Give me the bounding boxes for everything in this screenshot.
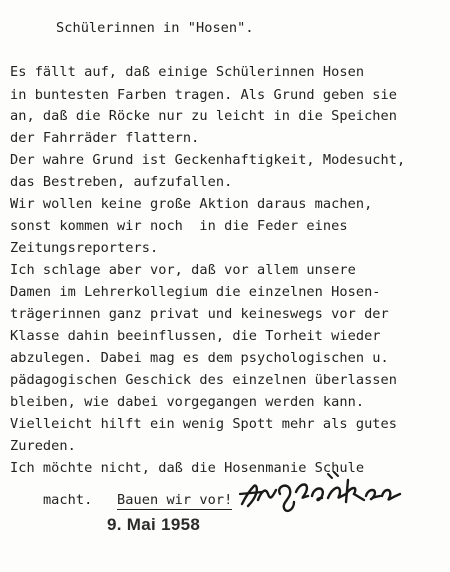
text-line-4: der Fahrräder flattern. — [10, 130, 200, 146]
text-line-8: sonst kommen wir noch in die Feder eines — [10, 218, 348, 234]
closing-line-prefix: macht. — [42, 492, 93, 508]
text-line-5: Der wahre Grund ist Geckenhaftigkeit, Modesucht, — [10, 152, 406, 168]
text-line-19: Ich möchte nicht, daß die Hosenmanie Schule — [10, 460, 365, 476]
date-stamp: 9. Mai 1958 — [107, 515, 201, 534]
text-line-1: Es fällt auf, daß einige Schülerinnen Hosen — [10, 64, 365, 80]
text-line-7: Wir wollen keine große Aktion daraus machen, — [10, 196, 373, 212]
text-line-10: Ich schlage aber vor, daß vor allem unsere — [10, 262, 356, 278]
text-line-3: an, daß die Röcke nur zu leicht in die Speichen — [10, 108, 398, 124]
text-line-11: Damen im Lehrerkollegium die einzelnen Hosen- — [10, 284, 381, 300]
text-line-14: abzulegen. Dabei mag es dem psychologischen u. — [10, 350, 389, 366]
text-line-6: das Bestreben, aufzufallen. — [10, 174, 233, 190]
text-line-2: in buntesten Farben tragen. Als Grund geben sie — [10, 87, 398, 103]
text-line-17: Vielleicht hilft ein wenig Spott mehr als gutes — [10, 416, 398, 432]
text-line-9: Zeitungsreporters. — [10, 240, 159, 256]
text-line-12: trägerinnen ganz privat und keineswegs vor der — [10, 306, 389, 322]
text-line-15: pädagogischen Geschick des einzelnen überlassen — [10, 372, 398, 388]
closing-emphasis: Bauen wir vor! — [117, 492, 233, 508]
handwritten-signature — [236, 468, 406, 516]
text-line-18: Zureden. — [10, 438, 76, 454]
document-title: Schülerinnen in "Hosen". — [56, 20, 254, 36]
text-line-13: Klasse dahin beeinflussen, die Torheit wieder — [10, 328, 381, 344]
text-line-16: bleiben, wie dabei vorgegangen werden kann. — [10, 394, 365, 410]
